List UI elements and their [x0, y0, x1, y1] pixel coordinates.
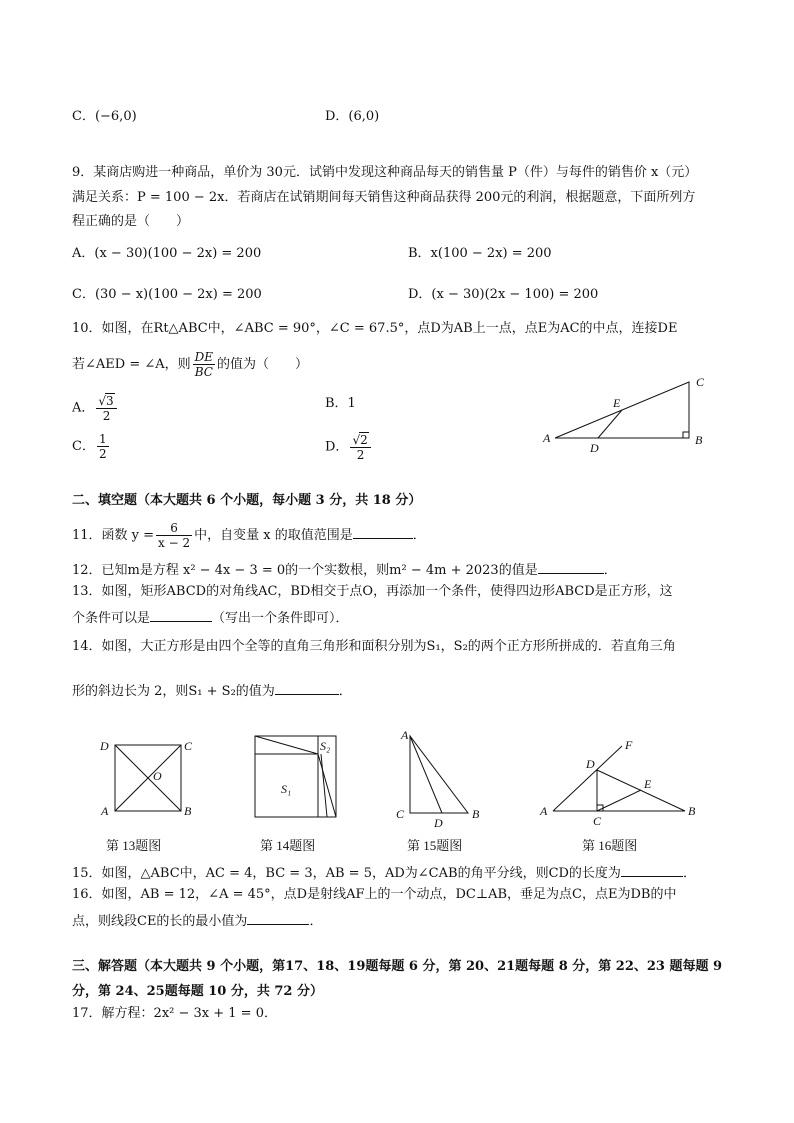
- fig15-caption: 第 15题图: [407, 838, 463, 853]
- q13-line2-post: （写出一个条件即可）．: [212, 611, 349, 626]
- q10-fraction: [193, 350, 215, 379]
- q15-end: ．: [682, 866, 696, 881]
- fig13-caption: 第 13题图: [106, 838, 162, 853]
- q14-end: ．: [338, 684, 352, 699]
- fig13-label-a: A: [101, 804, 109, 818]
- q11-line: [72, 521, 426, 550]
- fig16-label-e: E: [644, 777, 652, 791]
- fig15-label-a: A: [401, 728, 409, 742]
- fig14-label-s1: S₁: [281, 782, 292, 796]
- q16-answer-blank[interactable]: [247, 910, 309, 925]
- q10-option-b: B．1: [325, 396, 356, 411]
- q12-line: [72, 559, 617, 580]
- q10-option-d-den: 2: [356, 448, 365, 462]
- q10-line2: [72, 350, 308, 379]
- q10-option-c-den: 2: [98, 447, 107, 461]
- q10-fig-label-e: E: [613, 396, 621, 410]
- q15-answer-blank[interactable]: [621, 862, 683, 877]
- section3-heading-line2: 分，第 24、25题每题 10 分，共 72 分）: [72, 984, 323, 999]
- q9-line3: 程正确的是（ ）: [72, 214, 190, 229]
- q16-line2: [72, 910, 322, 931]
- q9-line1: 9．某商店购进一种商品，单价为 30元．试销中发现这种商品每天的销售量 P（件）与每件的销售价 x（元）: [72, 165, 698, 180]
- q14-answer-blank[interactable]: [275, 680, 339, 695]
- fig13: [90, 733, 210, 858]
- fig15: [392, 726, 492, 858]
- q9-option-c: C．(30 − x)(100 − 2x) = 200: [72, 287, 262, 302]
- fig14: [248, 733, 348, 858]
- fig13-label-c: C: [184, 739, 193, 753]
- q11-end: ．: [412, 528, 426, 543]
- q15-line: [72, 862, 696, 883]
- fig16: [535, 735, 715, 858]
- fig16-label-a: A: [540, 804, 548, 818]
- q9-option-d: D．(x − 30)(2x − 100) = 200: [408, 287, 599, 302]
- q13-line2-pre: 个条件可以是: [72, 611, 151, 626]
- q10-option-c-fraction: [97, 432, 109, 461]
- q8-option-d: D．(6,0): [325, 109, 380, 124]
- q11-pre: 11．函数 y =: [72, 528, 155, 543]
- fig13-label-b: B: [184, 804, 192, 818]
- q12-text: 12．已知m是方程 x² − 4x − 3 = 0的一个实数根，则m² − 4m + 2023的值是: [72, 563, 538, 578]
- fig16-caption: 第 16题图: [582, 838, 638, 853]
- fig14-caption: 第 14题图: [260, 838, 316, 853]
- q14-line1: 14．如图，大正方形是由四个全等的直角三角形和面积分别为S₁，S₂的两个正方形所拼成的．若直角三角: [72, 639, 676, 654]
- q10-figure: [538, 370, 718, 456]
- fig15-label-d: D: [434, 816, 443, 830]
- section2-heading: 二、填空题（本大题共 6 个小题，每小题 3 分，共 18 分）: [72, 493, 422, 508]
- fig13-label-d: D: [100, 739, 109, 753]
- fig15-label-b: B: [472, 807, 480, 821]
- fig16-label-d: D: [586, 757, 595, 771]
- fig16-label-b: B: [688, 804, 696, 818]
- q12-answer-blank[interactable]: [538, 559, 604, 574]
- q10-fig-label-b: B: [695, 433, 703, 447]
- q13-answer-blank[interactable]: [150, 607, 212, 622]
- q11-fraction: [156, 521, 192, 550]
- q10-option-a-den: 2: [102, 409, 111, 423]
- q10-option-d-label: D．: [325, 439, 349, 455]
- q10-option-d-fraction: $\frac{√2}{2}$: [350, 432, 370, 462]
- q10-line2-pre: 若∠AED = ∠A，则: [72, 357, 191, 372]
- q13-line1: 13．如图，矩形ABCD的对角线AC，BD相交于点O，再添加一个条件，使得四边形ABCD是正方形，这: [72, 584, 673, 599]
- q11-answer-blank[interactable]: [353, 524, 413, 539]
- fig16-label-f: F: [625, 738, 633, 752]
- q10-frac-num: DE: [194, 350, 214, 364]
- q13-line2: [72, 607, 349, 628]
- q10-option-a-num: 3: [106, 394, 114, 408]
- fig14-label-s2: S₂: [320, 739, 331, 753]
- q14-line2-pre: 形的斜边长为 2，则S₁ + S₂的值为: [72, 684, 275, 699]
- q9-option-b: B．x(100 − 2x) = 200: [408, 246, 552, 261]
- q10-option-a-label: A．: [72, 400, 95, 416]
- q9-line2: 满足关系：P = 100 − 2x．若商店在试销期间每天销售这种商品获得 200元的利润，根据题意，下面所列方: [72, 190, 696, 205]
- q11-frac-num: 6: [156, 521, 192, 536]
- q11-frac-den: x − 2: [158, 536, 191, 550]
- q10-option-c-label: C．: [72, 439, 95, 454]
- q10-fig-label-c: C: [696, 375, 705, 389]
- q10-line1: 10．如图，在Rt△ABC中，∠ABC = 90°，∠C = 67.5°，点D为AB上一点，点E为AC的中点，连接DE: [72, 321, 678, 336]
- q10-option-a-fraction: $\frac{√3}{2}$: [96, 393, 116, 423]
- q10-option-c-num: 1: [98, 432, 107, 446]
- q10-line2-post: 的值为（ ）: [217, 357, 309, 372]
- q16-line2-pre: 点，则线段CE的长的最小值为: [72, 914, 248, 929]
- q10-option-a: [72, 393, 119, 423]
- section3-heading-line1: 三、解答题（本大题共 9 个小题，第17、18、19题每题 6 分，第 20、21题每题 8 分，第 22、23 题每题 9: [72, 959, 723, 974]
- q16-end: ．: [309, 914, 323, 929]
- fig16-label-c: C: [593, 814, 602, 828]
- q8-option-c: C．(−6,0): [72, 109, 137, 124]
- q10-option-d: [325, 432, 373, 462]
- q9-option-a: A．(x − 30)(100 − 2x) = 200: [72, 246, 262, 261]
- q10-fig-label-d: D: [590, 441, 599, 455]
- q17-text: 17．解方程：2x² − 3x + 1 = 0．: [72, 1006, 277, 1021]
- fig13-label-o: O: [153, 769, 162, 783]
- q10-option-c: [72, 432, 111, 461]
- q11-post: 中，自变量 x 的取值范围是: [194, 528, 353, 543]
- fig15-label-c: C: [396, 807, 405, 821]
- q14-line2: [72, 680, 352, 701]
- q16-line1: 16．如图，AB = 12，∠A = 45°，点D是射线AF上的一个动点，DC⊥AB，垂足为点C，点E为DB的中: [72, 887, 677, 902]
- q10-frac-den: BC: [194, 365, 213, 379]
- q10-fig-label-a: A: [543, 431, 551, 445]
- q10-option-d-num: 2: [360, 433, 368, 447]
- q12-end: ．: [603, 563, 617, 578]
- q15-text: 15．如图，△ABC中，AC = 4，BC = 3，AB = 5，AD为∠CAB的角平分线，则CD的长度为: [72, 866, 621, 881]
